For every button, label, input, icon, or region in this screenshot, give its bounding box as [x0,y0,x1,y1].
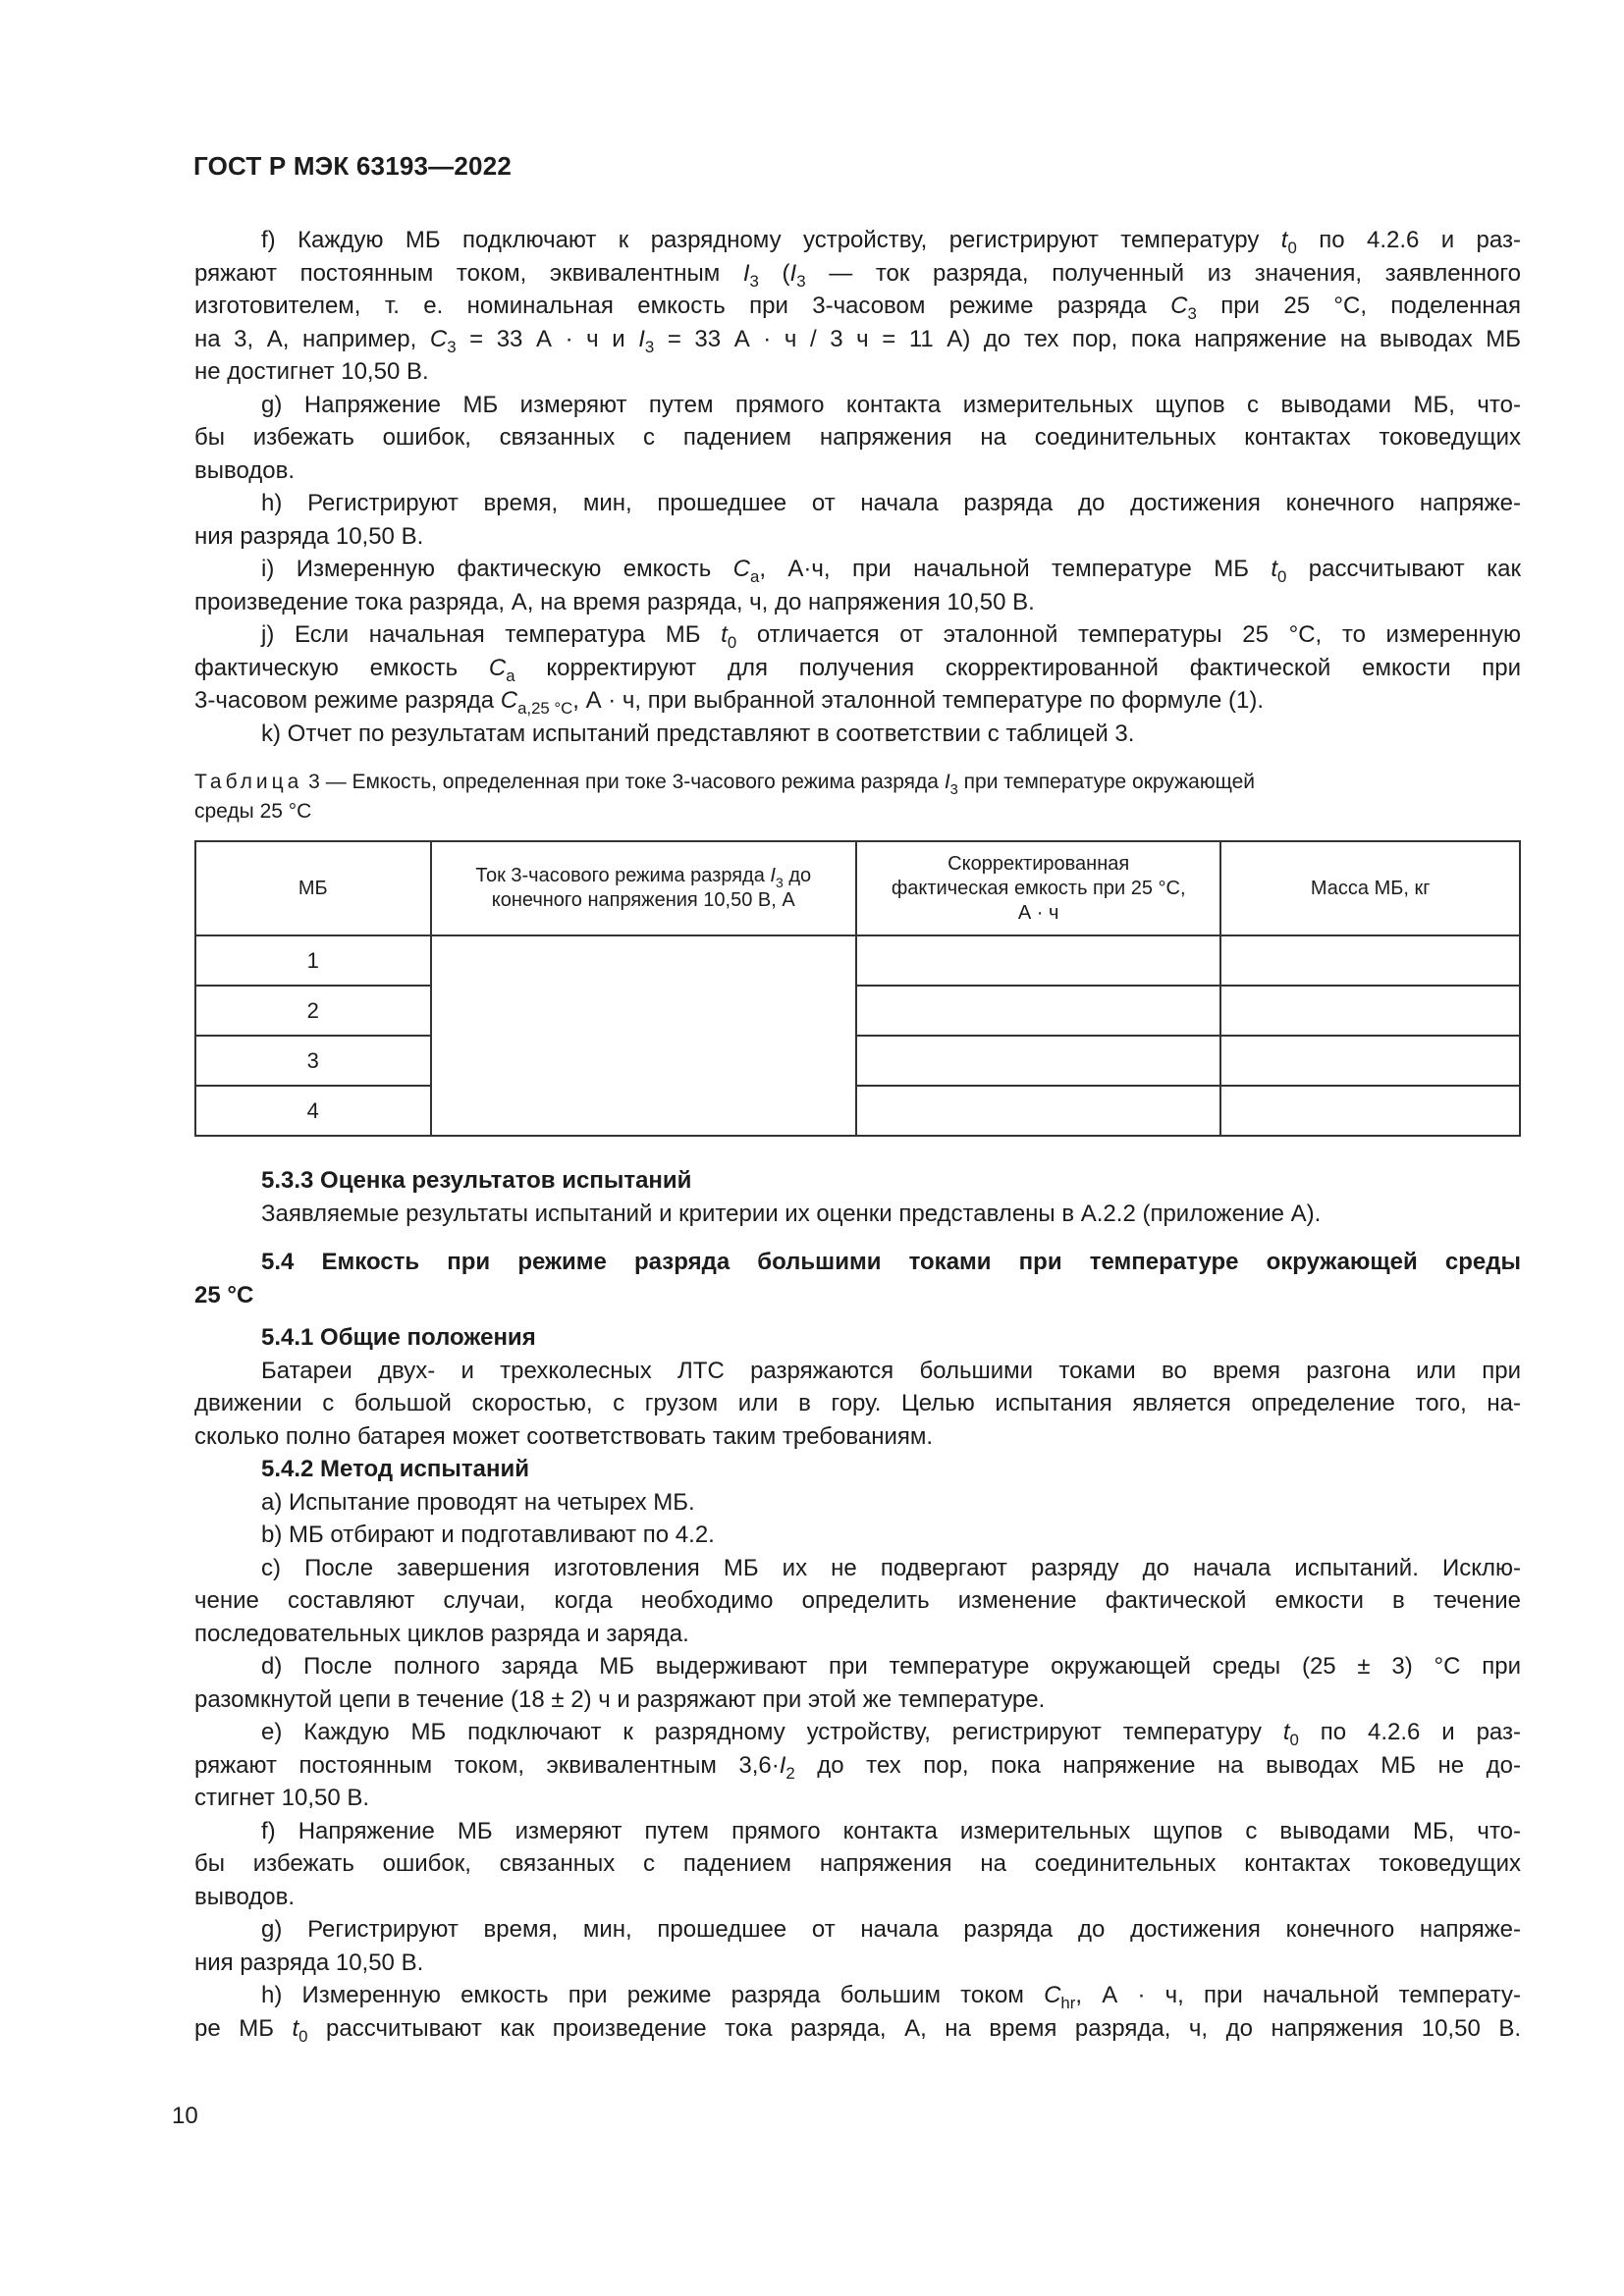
cell-current-merged [431,935,856,1136]
cell-mass [1220,986,1520,1036]
cell-mb: 2 [195,986,431,1036]
section-5-4-1-title: 5.4.1 Общие положения [261,1324,536,1351]
paragraph-f: f) Каждую МБ подключают к разрядному устройству, регистрируют температуру $t_0$ по 4.2.6 и раз- ряжают постоянным током, эквивалентным $I_3$ ($I_3$ — ток разряда, полученный из значения, заявленного изготовителем, т. е. номинальная емкость при 3-часовом режиме разряда $C_3$ при 25 °С, поделенная на 3, А, например, $C_3 = 33$ А · ч и $I_3 = 33$ А · ч / 3 ч = 11 А) до тех пор, пока напряжение на выводах МБ не достигнет 10,50 В. [194,227,1522,385]
page-number: 10 [172,2103,198,2129]
col-header-capacity: Скорректированная фактическая емкость при 25 °С, А · ч [856,841,1221,935]
section-5-3-3-text: Заявляемые результаты испытаний и критерии их оценки представлены в А.2.2 (приложение А). [261,1200,1322,1227]
list-item-d: d) После полного заряда МБ выдерживают при температуре окружающей среды (25 ± 3) °С при разомкнутой цепи в течение (18 ± 2) ч и разряжают при этой же температуре. [194,1653,1521,1713]
section-5-4-2-title: 5.4.2 Метод испытаний [261,1456,529,1482]
cell-mb: 3 [195,1036,431,1086]
list-item-c: c) После завершения изготовления МБ их не подвергают разряду до начала испытаний. Исклю- чение составляют случаи, когда необходимо определить изменение фактической емкости в течение последовательных циклов разряда и заряда. [194,1554,1521,1647]
list-item-e: e) Каждую МБ подключают к разрядному устройству, регистрируют температуру $t_0$ по 4.2.6 и раз- ряжают постоянным током, эквивалентным $3,6\cdot I_2$ до тех пор, пока напряжение на выводах МБ не до- стигнет 10,50 В. [194,1719,1521,1811]
table-header-row [195,841,1520,935]
section-5-4-title: 5.4 Емкость при режиме разряда большими токами при температуре окружающей среды 25 °С [194,1249,1521,1308]
cell-mb: 1 [195,935,431,986]
table-row [195,986,1520,1036]
document-header: ГОСТ Р МЭК 63193—2022 [193,151,513,181]
cell-mass [1220,1036,1520,1086]
list-item-h: h) Измеренную емкость при режиме разряда большим током $C_{hr}$, А · ч, при начальной температу- ре МБ $t_0$ рассчитывают как произведение тока разряда, А, на время разряда, ч, до напряжения 10,50 В. [194,1982,1521,2046]
document-body [194,224,1521,2045]
paragraph-h: h) Регистрируют время, мин, прошедшее от начала разряда до достижения конечного напряже- ния разряда 10,50 В. [194,490,1521,550]
cell-mass [1220,1086,1520,1136]
section-5-3-3-title: 5.3.3 Оценка результатов испытаний [261,1167,692,1194]
cell-capacity [856,1036,1221,1086]
table-row [195,1086,1520,1136]
table-row [195,935,1520,986]
cell-capacity [856,986,1221,1036]
table-row [195,1036,1520,1086]
list-item-f: f) Напряжение МБ измеряют путем прямого контакта измерительных щупов с выводами МБ, что- бы избежать ошибок, связанных с падением напряжения на соединительных контактах токоведущих выводов. [194,1817,1521,1910]
table-3-caption: Таблица 3 — Емкость, определенная при токе 3-часового режима разряда $I_3$ при температуре окружающей среды 25 °С [194,771,1256,823]
cell-capacity [856,935,1221,986]
list-item-g: g) Регистрируют время, мин, прошедшее от начала разряда до достижения конечного напряже- ния разряда 10,50 В. [194,1916,1521,1976]
col-header-current: Ток 3-часового режима разряда $I_3$ до конечного напряжения 10,50 В, А [431,841,856,935]
col-header-mb: МБ [195,841,431,935]
section-5-4-1-text: Батареи двух- и трехколесных ЛТС разряжаются большими токами во время разгона или при движении с большой скоростью, с грузом или в гору. Целью испытания является определение того, на- сколько полно батарея может соответствовать таким требованиям. [194,1357,1521,1450]
cell-mb: 4 [195,1086,431,1136]
list-item-a: a) Испытание проводят на четырех МБ. [261,1488,695,1516]
cell-capacity [856,1086,1221,1136]
paragraph-j: j) Если начальная температура МБ $t_0$ отличается от эталонной температуры 25 °С, то измеренную фактическую емкость $C_a$ корректируют для получения скорректированной фактической емкости при 3-часовом режиме разряда $C_{a,25 ^\circ C}$, А · ч, при выбранной эталонной температуре по формуле (1). [194,621,1522,718]
col-header-mass: Масса МБ, кг [1220,841,1520,935]
paragraph-k: k) Отчет по результатам испытаний представляют в соответствии с таблицей 3. [261,720,1135,747]
cell-mass [1220,935,1520,986]
paragraph-i: i) Измеренную фактическую емкость $C_a$, А·ч, при начальной температуре МБ $t_0$ рассчитывают как произведение тока разряда, А, на время разряда, ч, до напряжения 10,50 В. [194,556,1521,615]
paragraph-g: g) Напряжение МБ измеряют путем прямого контакта измерительных щупов с выводами МБ, что- бы избежать ошибок, связанных с падением напряжения на соединительных контактах токоведущих выводов. [194,391,1521,484]
list-item-b: b) МБ отбирают и подготавливают по 4.2. [261,1522,715,1548]
table-3 [194,840,1521,1137]
